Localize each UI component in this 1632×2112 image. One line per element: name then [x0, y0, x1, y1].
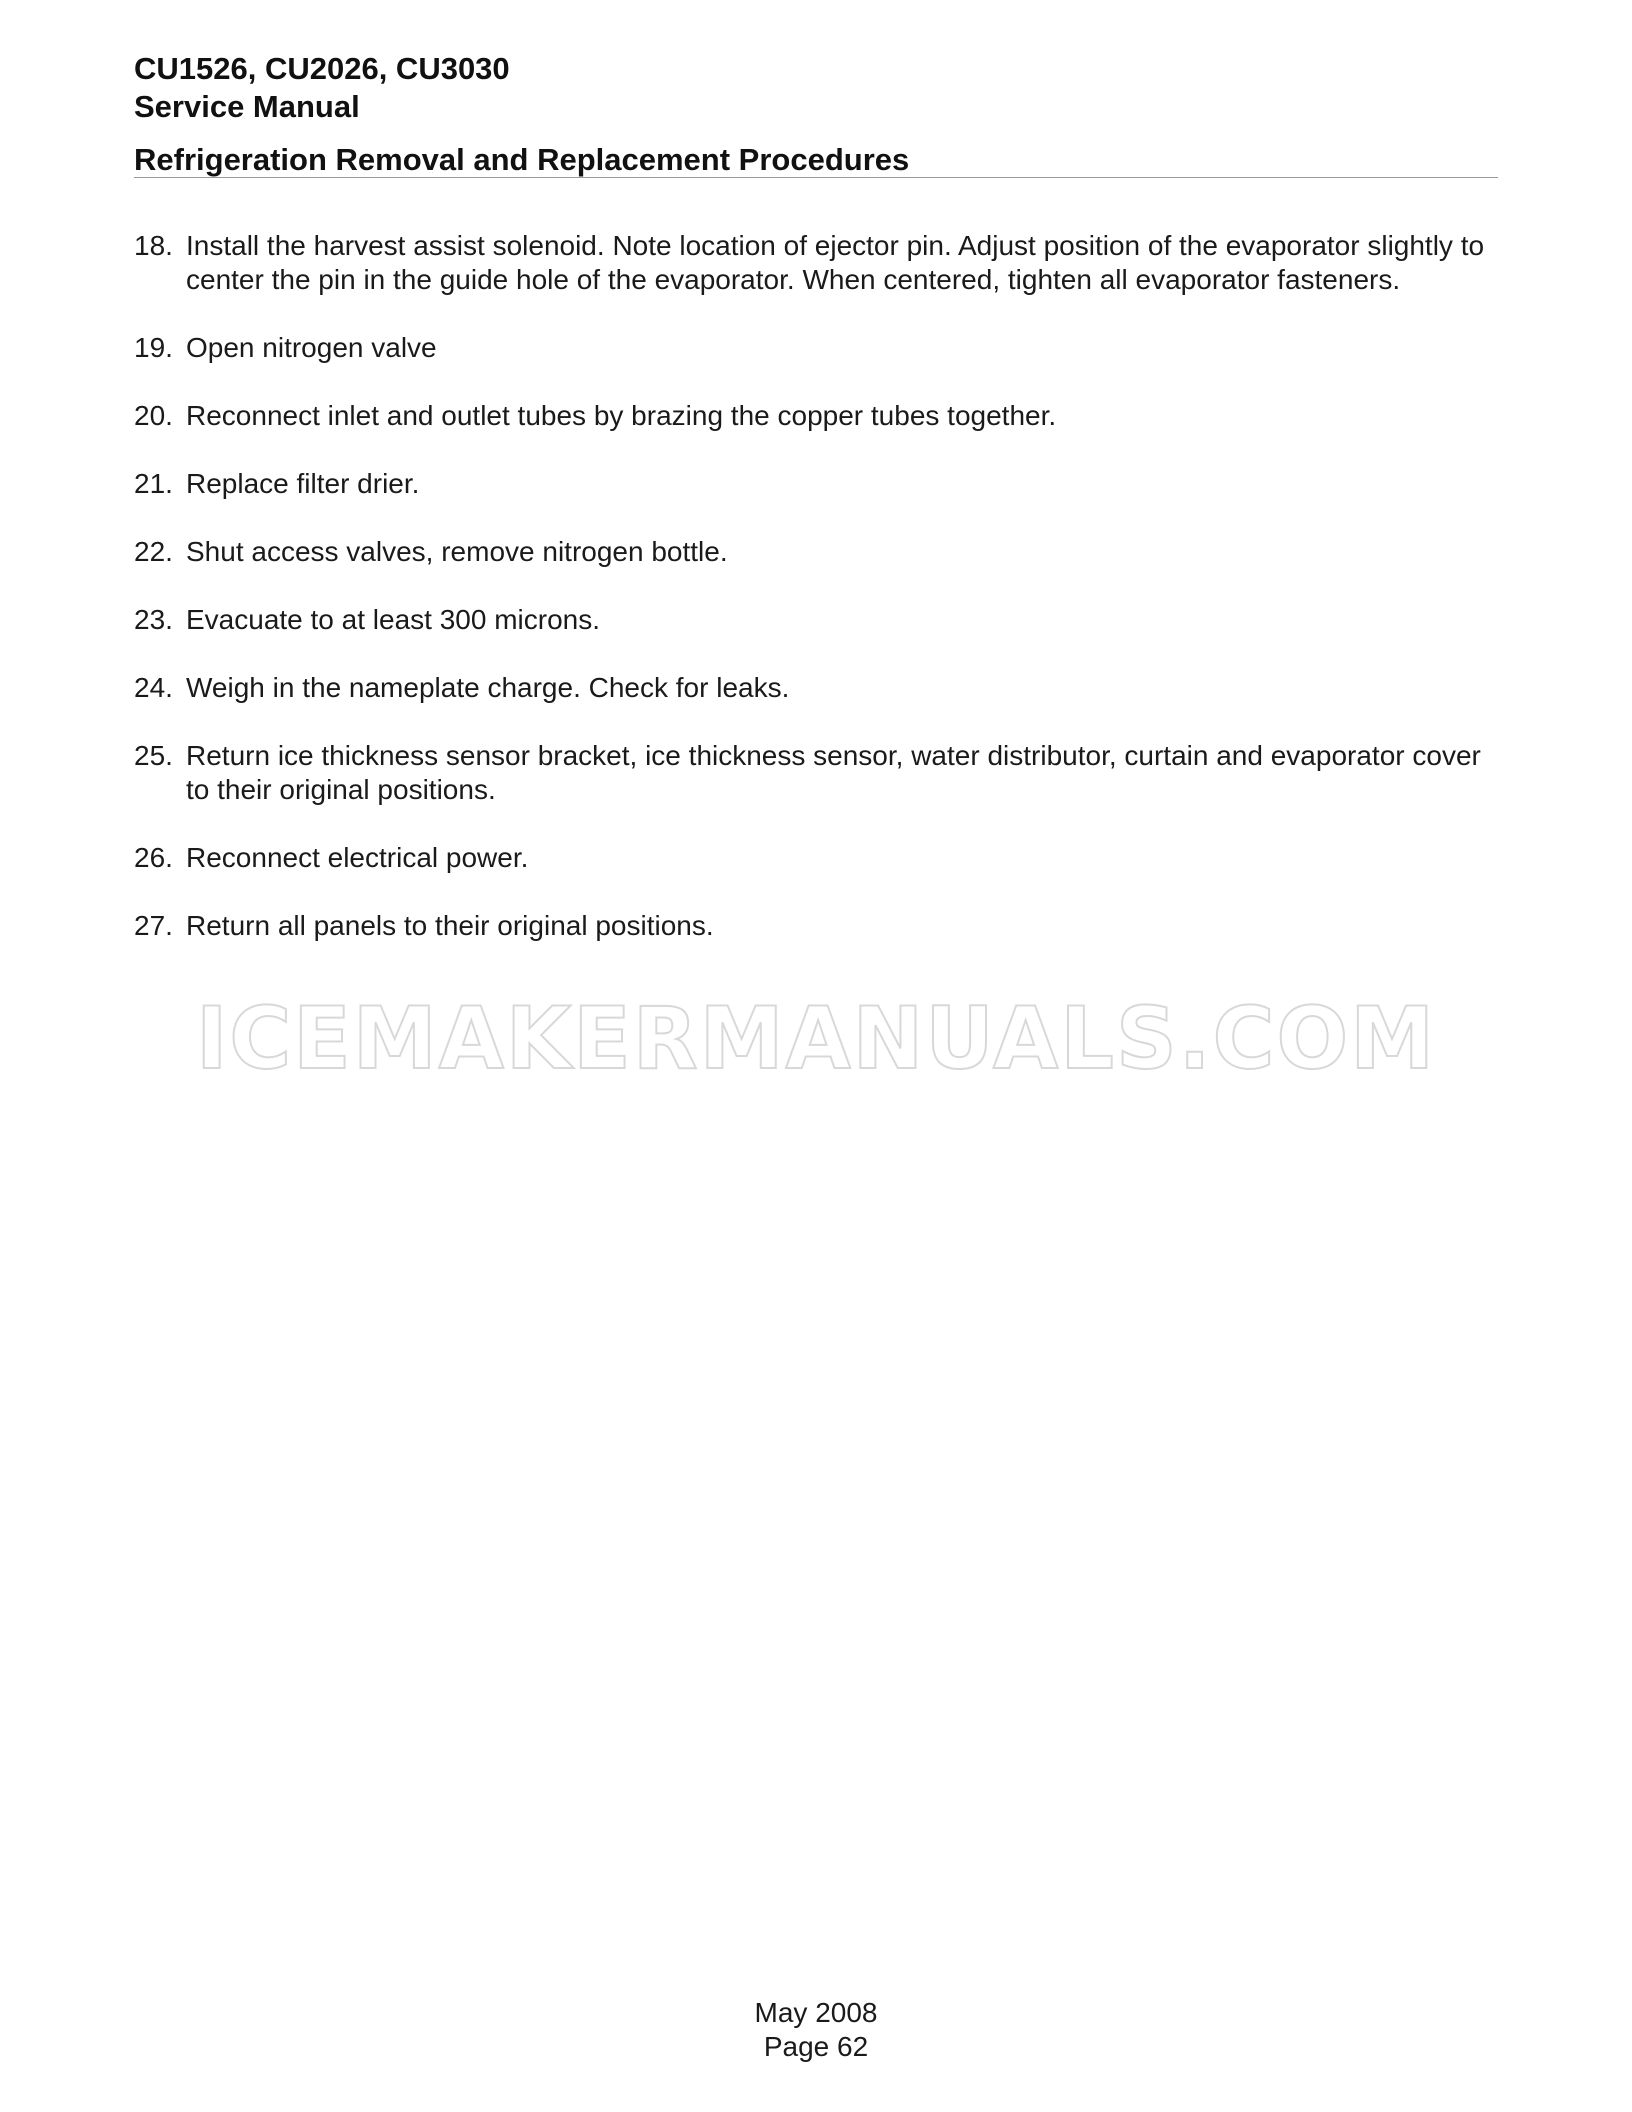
page-header [134, 50, 1498, 126]
step-number: 24. [134, 672, 173, 703]
step-number: 23. [134, 604, 173, 635]
step-21 [134, 467, 1498, 501]
step-number: 25. [134, 740, 173, 771]
step-text: Reconnect inlet and outlet tubes by brazing the copper tubes together. [186, 400, 1057, 431]
step-text: Weigh in the nameplate charge. Check for leaks. [186, 672, 790, 703]
step-number: 22. [134, 536, 173, 567]
model-numbers: CU1526, CU2026, CU3030 [134, 51, 510, 86]
step-text: Return ice thickness sensor bracket, ice thickness sensor, water distributor, curtain and evaporator cover to their original positions. [186, 740, 1481, 805]
step-26 [134, 841, 1498, 875]
step-text: Reconnect electrical power. [186, 842, 529, 873]
procedure-steps [134, 229, 1498, 977]
document-type: Service Manual [134, 89, 360, 124]
step-text: Replace filter drier. [186, 468, 420, 499]
watermark-text: ICEMAKERMANUALS.COM [196, 990, 1436, 1080]
step-18 [134, 229, 1498, 297]
page-number: Page 62 [763, 2031, 869, 2062]
step-number: 20. [134, 400, 173, 431]
step-20 [134, 399, 1498, 433]
step-24 [134, 671, 1498, 705]
step-27 [134, 909, 1498, 943]
step-number: 21. [134, 468, 173, 499]
step-text: Install the harvest assist solenoid. Note location of ejector pin. Adjust position of the evaporator slightly to center the pin in the guide hole of the evaporator. When centered, tighten all evaporator fasteners. [186, 230, 1485, 295]
step-19 [134, 331, 1498, 365]
step-number: 27. [134, 910, 173, 941]
step-text: Return all panels to their original positions. [186, 910, 714, 941]
step-text: Evacuate to at least 300 microns. [186, 604, 600, 635]
footer-date: May 2008 [754, 1997, 878, 2028]
section-title: Refrigeration Removal and Replacement Procedures [134, 142, 910, 177]
section-divider [134, 177, 1498, 178]
step-number: 19. [134, 332, 173, 363]
step-text: Open nitrogen valve [186, 332, 437, 363]
step-25 [134, 739, 1498, 807]
step-text: Shut access valves, remove nitrogen bottle. [186, 536, 728, 567]
step-number: 26. [134, 842, 173, 873]
step-23 [134, 603, 1498, 637]
step-22 [134, 535, 1498, 569]
watermark [196, 990, 1436, 1080]
page-footer [0, 1996, 1632, 2064]
step-number: 18. [134, 230, 173, 261]
